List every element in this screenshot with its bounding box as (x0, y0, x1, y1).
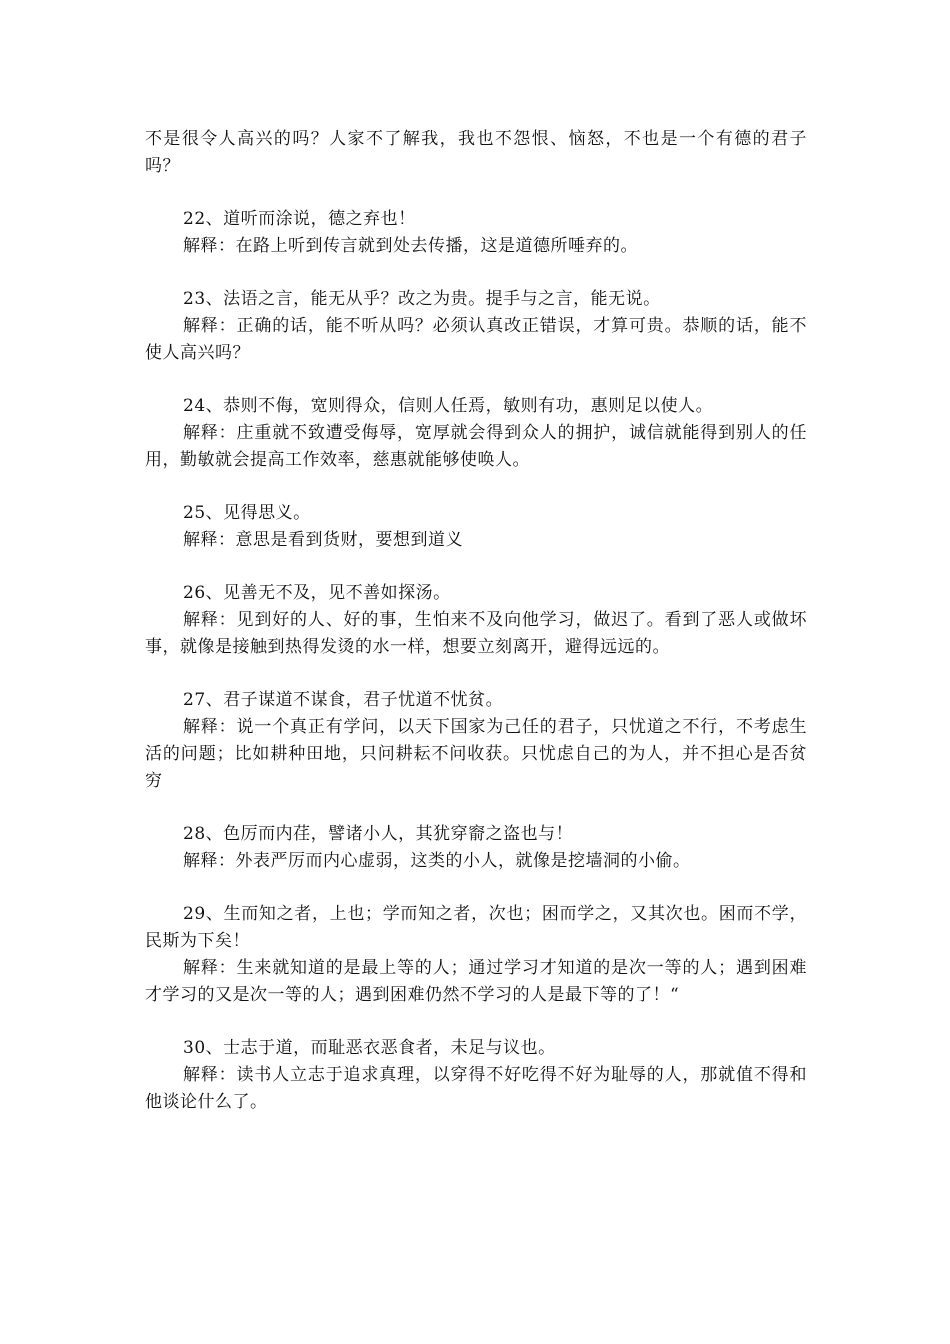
entry-explanation: 解释：庄重就不致遭受侮辱，宽厚就会得到众人的拥护，诚信就能得到别人的任用，勤敏就会提高工作效率，慈惠就能够使唤人。 (145, 423, 807, 470)
entry-explanation: 解释：读书人立志于追求真理，以穿得不好吃得不好为耻辱的人，那就值不得和他谈论什么了。 (145, 1065, 807, 1112)
entry-quote: 26、见善无不及，见不善如探汤。 (183, 583, 451, 603)
entry-quote: 27、君子谋道不谋食，君子忧道不忧贫。 (183, 690, 504, 710)
entry-27 (145, 687, 807, 795)
entry-explanation: 解释：见到好的人、好的事，生怕来不及向他学习，做迟了。看到了恶人或做坏事，就像是接触到热得发烫的水一样，想要立刻离开，避得远远的。 (145, 610, 807, 657)
intro-paragraph: 不是很令人高兴的吗？人家不了解我，我也不怨恨、恼怒，不也是一个有德的君子吗？ (145, 129, 807, 176)
entry-29 (145, 901, 807, 1009)
entry-quote: 28、色厉而内荏，譬诸小人，其犹穿窬之盗也与！ (183, 824, 574, 844)
entry-25 (145, 500, 807, 554)
entry-23 (145, 286, 807, 367)
entry-quote: 23、法语之言，能无从乎？改之为贵。提手与之言，能无说。 (183, 289, 661, 309)
entry-explanation: 解释：说一个真正有学问，以天下国家为己任的君子，只忧道之不行，不考虑生活的问题；比如耕种田地，只问耕耘不问收获。只忧虑自己的为人，并不担心是否贫穷 (145, 717, 807, 791)
entry-explanation: 解释：生来就知道的是最上等的人；通过学习才知道的是次一等的人；遇到困难才学习的又是次一等的人；遇到困难仍然不学习的人是最下等的了！“ (145, 958, 807, 1005)
entry-28 (145, 821, 807, 875)
entry-explanation: 解释：在路上听到传言就到处去传播，这是道德所唾弃的。 (183, 236, 638, 256)
entry-quote: 25、见得思义。 (183, 503, 311, 523)
entry-quote: 24、恭则不侮，宽则得众，信则人任焉，敏则有功，惠则足以使人。 (183, 396, 714, 416)
entry-quote: 29、生而知之者，上也；学而知之者，次也；困而学之，又其次也。困而不学，民斯为下矣！ (145, 904, 807, 951)
entry-22 (145, 206, 807, 260)
entry-explanation: 解释：意思是看到货财，要想到道义 (183, 530, 463, 550)
entry-quote: 30、士志于道，而耻恶衣恶食者，未足与议也。 (183, 1038, 556, 1058)
entry-26 (145, 580, 807, 661)
entry-explanation: 解释：正确的话，能不听从吗？必须认真改正错误，才算可贵。恭顺的话，能不使人高兴吗？ (145, 316, 807, 363)
entry-quote: 22、道听而涂说，德之弃也！ (183, 209, 416, 229)
entry-explanation: 解释：外表严厉而内心虚弱，这类的小人，就像是挖墙洞的小偷。 (183, 851, 691, 871)
entry-24 (145, 393, 807, 474)
document-body (145, 126, 807, 1116)
entry-30 (145, 1035, 807, 1116)
